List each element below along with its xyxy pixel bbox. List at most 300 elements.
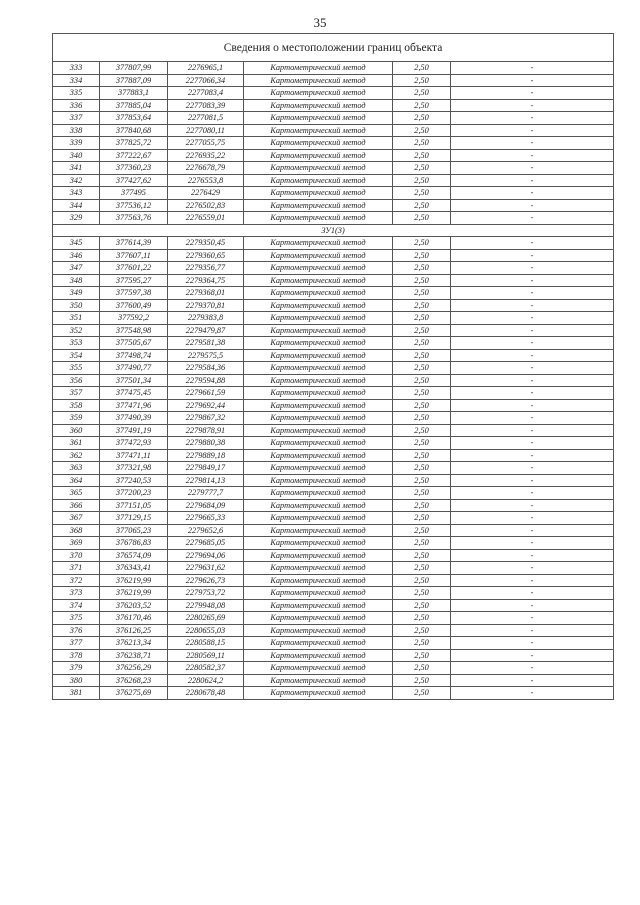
method-cell: Картометрический метод: [244, 299, 393, 312]
y-coordinate-cell: 2277055,75: [168, 137, 244, 150]
description-cell: -: [451, 637, 614, 650]
section-row: [53, 224, 614, 237]
x-coordinate-cell: 377614,39: [100, 237, 168, 250]
method-cell: Картометрический метод: [244, 537, 393, 550]
point-number-cell: 368: [53, 524, 100, 537]
x-coordinate-cell: 377065,23: [100, 524, 168, 537]
point-number-cell: 367: [53, 512, 100, 525]
method-cell: Картометрический метод: [244, 262, 393, 275]
table-body: [53, 34, 614, 700]
table-row: [53, 437, 614, 450]
point-number-cell: 334: [53, 74, 100, 87]
point-number-cell: 329: [53, 212, 100, 225]
accuracy-cell: 2,50: [393, 162, 451, 175]
description-cell: -: [451, 687, 614, 700]
point-number-cell: 356: [53, 374, 100, 387]
point-number-cell: 375: [53, 612, 100, 625]
x-coordinate-cell: 377491,19: [100, 424, 168, 437]
x-coordinate-cell: 377595,27: [100, 274, 168, 287]
y-coordinate-cell: 2280624,2: [168, 674, 244, 687]
accuracy-cell: 2,50: [393, 524, 451, 537]
accuracy-cell: 2,50: [393, 362, 451, 375]
point-number-cell: 359: [53, 412, 100, 425]
point-number-cell: 374: [53, 599, 100, 612]
x-coordinate-cell: 377498,74: [100, 349, 168, 362]
description-cell: -: [451, 312, 614, 325]
accuracy-cell: 2,50: [393, 599, 451, 612]
table-row: [53, 399, 614, 412]
description-cell: -: [451, 174, 614, 187]
x-coordinate-cell: 377807,99: [100, 62, 168, 75]
accuracy-cell: 2,50: [393, 174, 451, 187]
description-cell: -: [451, 87, 614, 100]
method-cell: Картометрический метод: [244, 174, 393, 187]
x-coordinate-cell: 376268,23: [100, 674, 168, 687]
point-number-cell: 343: [53, 187, 100, 200]
x-coordinate-cell: 376343,41: [100, 562, 168, 575]
point-number-cell: 372: [53, 574, 100, 587]
y-coordinate-cell: 2279777,7: [168, 487, 244, 500]
accuracy-cell: 2,50: [393, 399, 451, 412]
accuracy-cell: 2,50: [393, 374, 451, 387]
method-cell: Картометрический метод: [244, 112, 393, 125]
method-cell: Картометрический метод: [244, 637, 393, 650]
point-number-cell: 364: [53, 474, 100, 487]
description-cell: -: [451, 62, 614, 75]
x-coordinate-cell: 377597,38: [100, 287, 168, 300]
x-coordinate-cell: 377151,05: [100, 499, 168, 512]
method-cell: Картометрический метод: [244, 412, 393, 425]
method-cell: Картометрический метод: [244, 549, 393, 562]
x-coordinate-cell: 376219,99: [100, 574, 168, 587]
accuracy-cell: 2,50: [393, 199, 451, 212]
table-row: [53, 599, 614, 612]
method-cell: Картометрический метод: [244, 674, 393, 687]
y-coordinate-cell: 2280678,48: [168, 687, 244, 700]
point-number-cell: 377: [53, 637, 100, 650]
y-coordinate-cell: 2279360,65: [168, 249, 244, 262]
table-row: [53, 424, 614, 437]
point-number-cell: 371: [53, 562, 100, 575]
description-cell: -: [451, 274, 614, 287]
x-coordinate-cell: 377495: [100, 187, 168, 200]
point-number-cell: 369: [53, 537, 100, 550]
y-coordinate-cell: 2279684,09: [168, 499, 244, 512]
accuracy-cell: 2,50: [393, 662, 451, 675]
point-number-cell: 333: [53, 62, 100, 75]
y-coordinate-cell: 2276935,22: [168, 149, 244, 162]
table-row: [53, 162, 614, 175]
description-cell: -: [451, 324, 614, 337]
accuracy-cell: 2,50: [393, 287, 451, 300]
method-cell: Картометрический метод: [244, 624, 393, 637]
accuracy-cell: 2,50: [393, 99, 451, 112]
y-coordinate-cell: 2279878,91: [168, 424, 244, 437]
x-coordinate-cell: 377505,67: [100, 337, 168, 350]
description-cell: -: [451, 137, 614, 150]
description-cell: -: [451, 487, 614, 500]
description-cell: -: [451, 499, 614, 512]
accuracy-cell: 2,50: [393, 262, 451, 275]
description-cell: -: [451, 199, 614, 212]
method-cell: Картометрический метод: [244, 649, 393, 662]
point-number-cell: 380: [53, 674, 100, 687]
y-coordinate-cell: 2279867,32: [168, 412, 244, 425]
y-coordinate-cell: 2279626,73: [168, 574, 244, 587]
description-cell: -: [451, 549, 614, 562]
boundary-coordinates-table: [52, 33, 614, 700]
accuracy-cell: 2,50: [393, 137, 451, 150]
method-cell: Картометрический метод: [244, 574, 393, 587]
method-cell: Картометрический метод: [244, 437, 393, 450]
x-coordinate-cell: 377548,98: [100, 324, 168, 337]
y-coordinate-cell: 2276559,01: [168, 212, 244, 225]
table-row: [53, 299, 614, 312]
table-row: [53, 624, 614, 637]
y-coordinate-cell: 2279849,17: [168, 462, 244, 475]
table-row: [53, 249, 614, 262]
y-coordinate-cell: 2279383,8: [168, 312, 244, 325]
accuracy-cell: 2,50: [393, 649, 451, 662]
accuracy-cell: 2,50: [393, 387, 451, 400]
accuracy-cell: 2,50: [393, 249, 451, 262]
table-row: [53, 449, 614, 462]
table-row: [53, 499, 614, 512]
method-cell: Картометрический метод: [244, 99, 393, 112]
table-row: [53, 149, 614, 162]
method-cell: Картометрический метод: [244, 399, 393, 412]
accuracy-cell: 2,50: [393, 412, 451, 425]
description-cell: -: [451, 437, 614, 450]
table-row: [53, 174, 614, 187]
accuracy-cell: 2,50: [393, 574, 451, 587]
y-coordinate-cell: 2279364,75: [168, 274, 244, 287]
page-number: 35: [313, 15, 327, 30]
y-coordinate-cell: 2279368,01: [168, 287, 244, 300]
y-coordinate-cell: 2277083,39: [168, 99, 244, 112]
y-coordinate-cell: 2279661,59: [168, 387, 244, 400]
description-cell: -: [451, 574, 614, 587]
point-number-cell: 362: [53, 449, 100, 462]
accuracy-cell: 2,50: [393, 312, 451, 325]
description-cell: -: [451, 524, 614, 537]
point-number-cell: 355: [53, 362, 100, 375]
point-number-cell: 360: [53, 424, 100, 437]
table-row: [53, 512, 614, 525]
method-cell: Картометрический метод: [244, 137, 393, 150]
point-number-cell: 357: [53, 387, 100, 400]
point-number-cell: 349: [53, 287, 100, 300]
point-number-cell: 376: [53, 624, 100, 637]
point-number-cell: 337: [53, 112, 100, 125]
description-cell: -: [451, 299, 614, 312]
point-number-cell: 361: [53, 437, 100, 450]
accuracy-cell: 2,50: [393, 549, 451, 562]
point-number-cell: 346: [53, 249, 100, 262]
method-cell: Картометрический метод: [244, 387, 393, 400]
y-coordinate-cell: 2279880,38: [168, 437, 244, 450]
x-coordinate-cell: 377490,77: [100, 362, 168, 375]
method-cell: Картометрический метод: [244, 124, 393, 137]
table-row: [53, 99, 614, 112]
table-row: [53, 637, 614, 650]
table-row: [53, 662, 614, 675]
x-coordinate-cell: 377240,53: [100, 474, 168, 487]
table-row: [53, 549, 614, 562]
y-coordinate-cell: 2280588,15: [168, 637, 244, 650]
method-cell: Картометрический метод: [244, 249, 393, 262]
method-cell: Картометрический метод: [244, 424, 393, 437]
x-coordinate-cell: 377472,93: [100, 437, 168, 450]
method-cell: Картометрический метод: [244, 524, 393, 537]
method-cell: Картометрический метод: [244, 87, 393, 100]
point-number-cell: 365: [53, 487, 100, 500]
accuracy-cell: 2,50: [393, 562, 451, 575]
description-cell: -: [451, 237, 614, 250]
x-coordinate-cell: 377471,96: [100, 399, 168, 412]
description-cell: -: [451, 587, 614, 600]
accuracy-cell: 2,50: [393, 499, 451, 512]
point-number-cell: 336: [53, 99, 100, 112]
accuracy-cell: 2,50: [393, 274, 451, 287]
method-cell: Картометрический метод: [244, 599, 393, 612]
accuracy-cell: 2,50: [393, 437, 451, 450]
y-coordinate-cell: 2279584,36: [168, 362, 244, 375]
point-number-cell: 354: [53, 349, 100, 362]
table-row: [53, 362, 614, 375]
table-row: [53, 187, 614, 200]
accuracy-cell: 2,50: [393, 462, 451, 475]
x-coordinate-cell: 376786,83: [100, 537, 168, 550]
y-coordinate-cell: 2279594,88: [168, 374, 244, 387]
point-number-cell: 381: [53, 687, 100, 700]
description-cell: -: [451, 399, 614, 412]
x-coordinate-cell: 376574,09: [100, 549, 168, 562]
y-coordinate-cell: 2279370,81: [168, 299, 244, 312]
accuracy-cell: 2,50: [393, 637, 451, 650]
y-coordinate-cell: 2279479,87: [168, 324, 244, 337]
description-cell: -: [451, 124, 614, 137]
point-number-cell: 338: [53, 124, 100, 137]
table-title-row: [53, 34, 614, 62]
point-number-cell: 370: [53, 549, 100, 562]
table-row: [53, 474, 614, 487]
description-cell: -: [451, 212, 614, 225]
method-cell: Картометрический метод: [244, 274, 393, 287]
table-row: [53, 337, 614, 350]
description-cell: -: [451, 624, 614, 637]
description-cell: -: [451, 612, 614, 625]
x-coordinate-cell: 377883,1: [100, 87, 168, 100]
accuracy-cell: 2,50: [393, 349, 451, 362]
description-cell: -: [451, 99, 614, 112]
x-coordinate-cell: 376203,52: [100, 599, 168, 612]
point-number-cell: 353: [53, 337, 100, 350]
method-cell: Картометрический метод: [244, 612, 393, 625]
y-coordinate-cell: 2279948,08: [168, 599, 244, 612]
table-row: [53, 562, 614, 575]
accuracy-cell: 2,50: [393, 674, 451, 687]
description-cell: -: [451, 249, 614, 262]
x-coordinate-cell: 377200,23: [100, 487, 168, 500]
description-cell: -: [451, 374, 614, 387]
table-row: [53, 649, 614, 662]
x-coordinate-cell: 376238,71: [100, 649, 168, 662]
method-cell: Картометрический метод: [244, 374, 393, 387]
table-row: [53, 287, 614, 300]
description-cell: -: [451, 449, 614, 462]
method-cell: Картометрический метод: [244, 287, 393, 300]
description-cell: -: [451, 462, 614, 475]
x-coordinate-cell: 377853,64: [100, 112, 168, 125]
accuracy-cell: 2,50: [393, 212, 451, 225]
method-cell: Картометрический метод: [244, 162, 393, 175]
x-coordinate-cell: 377600,49: [100, 299, 168, 312]
y-coordinate-cell: 2277080,11: [168, 124, 244, 137]
accuracy-cell: 2,50: [393, 449, 451, 462]
y-coordinate-cell: 2276553,8: [168, 174, 244, 187]
method-cell: Картометрический метод: [244, 212, 393, 225]
description-cell: -: [451, 387, 614, 400]
table-row: [53, 137, 614, 150]
description-cell: -: [451, 512, 614, 525]
x-coordinate-cell: 377536,12: [100, 199, 168, 212]
table-title: Сведения о местоположении границ объекта: [53, 34, 614, 62]
table-row: [53, 124, 614, 137]
x-coordinate-cell: 377475,45: [100, 387, 168, 400]
accuracy-cell: 2,50: [393, 474, 451, 487]
y-coordinate-cell: 2279356,77: [168, 262, 244, 275]
accuracy-cell: 2,50: [393, 424, 451, 437]
y-coordinate-cell: 2280655,03: [168, 624, 244, 637]
x-coordinate-cell: 376126,25: [100, 624, 168, 637]
accuracy-cell: 2,50: [393, 337, 451, 350]
table-row: [53, 487, 614, 500]
y-coordinate-cell: 2277081,5: [168, 112, 244, 125]
point-number-cell: 378: [53, 649, 100, 662]
method-cell: Картометрический метод: [244, 324, 393, 337]
x-coordinate-cell: 377887,09: [100, 74, 168, 87]
table-row: [53, 74, 614, 87]
x-coordinate-cell: 377471,11: [100, 449, 168, 462]
y-coordinate-cell: 2276678,79: [168, 162, 244, 175]
accuracy-cell: 2,50: [393, 112, 451, 125]
method-cell: Картометрический метод: [244, 62, 393, 75]
description-cell: -: [451, 362, 614, 375]
point-number-cell: 373: [53, 587, 100, 600]
point-number-cell: 348: [53, 274, 100, 287]
method-cell: Картометрический метод: [244, 362, 393, 375]
y-coordinate-cell: 2279350,45: [168, 237, 244, 250]
table-row: [53, 212, 614, 225]
y-coordinate-cell: 2276429: [168, 187, 244, 200]
y-coordinate-cell: 2279889,18: [168, 449, 244, 462]
x-coordinate-cell: 376219,99: [100, 587, 168, 600]
table-row: [53, 112, 614, 125]
description-cell: -: [451, 287, 614, 300]
y-coordinate-cell: 2279685,05: [168, 537, 244, 550]
y-coordinate-cell: 2280569,11: [168, 649, 244, 662]
description-cell: -: [451, 474, 614, 487]
method-cell: Картометрический метод: [244, 149, 393, 162]
description-cell: -: [451, 337, 614, 350]
accuracy-cell: 2,50: [393, 624, 451, 637]
point-number-cell: 339: [53, 137, 100, 150]
description-cell: -: [451, 662, 614, 675]
table-row: [53, 274, 614, 287]
accuracy-cell: 2,50: [393, 237, 451, 250]
accuracy-cell: 2,50: [393, 612, 451, 625]
x-coordinate-cell: 376170,46: [100, 612, 168, 625]
method-cell: Картометрический метод: [244, 349, 393, 362]
description-cell: -: [451, 112, 614, 125]
x-coordinate-cell: 377607,11: [100, 249, 168, 262]
y-coordinate-cell: 2279581,38: [168, 337, 244, 350]
point-number-cell: 345: [53, 237, 100, 250]
description-cell: -: [451, 187, 614, 200]
table-row: [53, 687, 614, 700]
method-cell: Картометрический метод: [244, 512, 393, 525]
accuracy-cell: 2,50: [393, 187, 451, 200]
description-cell: -: [451, 562, 614, 575]
method-cell: Картометрический метод: [244, 337, 393, 350]
description-cell: -: [451, 74, 614, 87]
table-row: [53, 62, 614, 75]
description-cell: -: [451, 262, 614, 275]
description-cell: -: [451, 599, 614, 612]
method-cell: Картометрический метод: [244, 462, 393, 475]
table-row: [53, 87, 614, 100]
point-number-cell: 344: [53, 199, 100, 212]
description-cell: -: [451, 424, 614, 437]
x-coordinate-cell: 377501,34: [100, 374, 168, 387]
method-cell: Картометрический метод: [244, 587, 393, 600]
table-row: [53, 574, 614, 587]
point-number-cell: 335: [53, 87, 100, 100]
accuracy-cell: 2,50: [393, 687, 451, 700]
accuracy-cell: 2,50: [393, 62, 451, 75]
x-coordinate-cell: 376275,69: [100, 687, 168, 700]
method-cell: Картометрический метод: [244, 237, 393, 250]
x-coordinate-cell: 377427,62: [100, 174, 168, 187]
table-row: [53, 612, 614, 625]
table-row: [53, 312, 614, 325]
y-coordinate-cell: 2279631,62: [168, 562, 244, 575]
accuracy-cell: 2,50: [393, 124, 451, 137]
section-label: ЗУ1(3): [53, 224, 614, 237]
y-coordinate-cell: 2279652,6: [168, 524, 244, 537]
x-coordinate-cell: 377601,22: [100, 262, 168, 275]
y-coordinate-cell: 2279814,13: [168, 474, 244, 487]
y-coordinate-cell: 2279665,33: [168, 512, 244, 525]
method-cell: Картометрический метод: [244, 687, 393, 700]
description-cell: -: [451, 674, 614, 687]
method-cell: Картометрический метод: [244, 474, 393, 487]
point-number-cell: 347: [53, 262, 100, 275]
accuracy-cell: 2,50: [393, 587, 451, 600]
table-row: [53, 387, 614, 400]
x-coordinate-cell: 377885,04: [100, 99, 168, 112]
table-row: [53, 537, 614, 550]
table-row: [53, 324, 614, 337]
accuracy-cell: 2,50: [393, 324, 451, 337]
description-cell: -: [451, 649, 614, 662]
table-row: [53, 524, 614, 537]
x-coordinate-cell: 377840,68: [100, 124, 168, 137]
x-coordinate-cell: 377129,15: [100, 512, 168, 525]
y-coordinate-cell: 2276965,1: [168, 62, 244, 75]
description-cell: -: [451, 149, 614, 162]
